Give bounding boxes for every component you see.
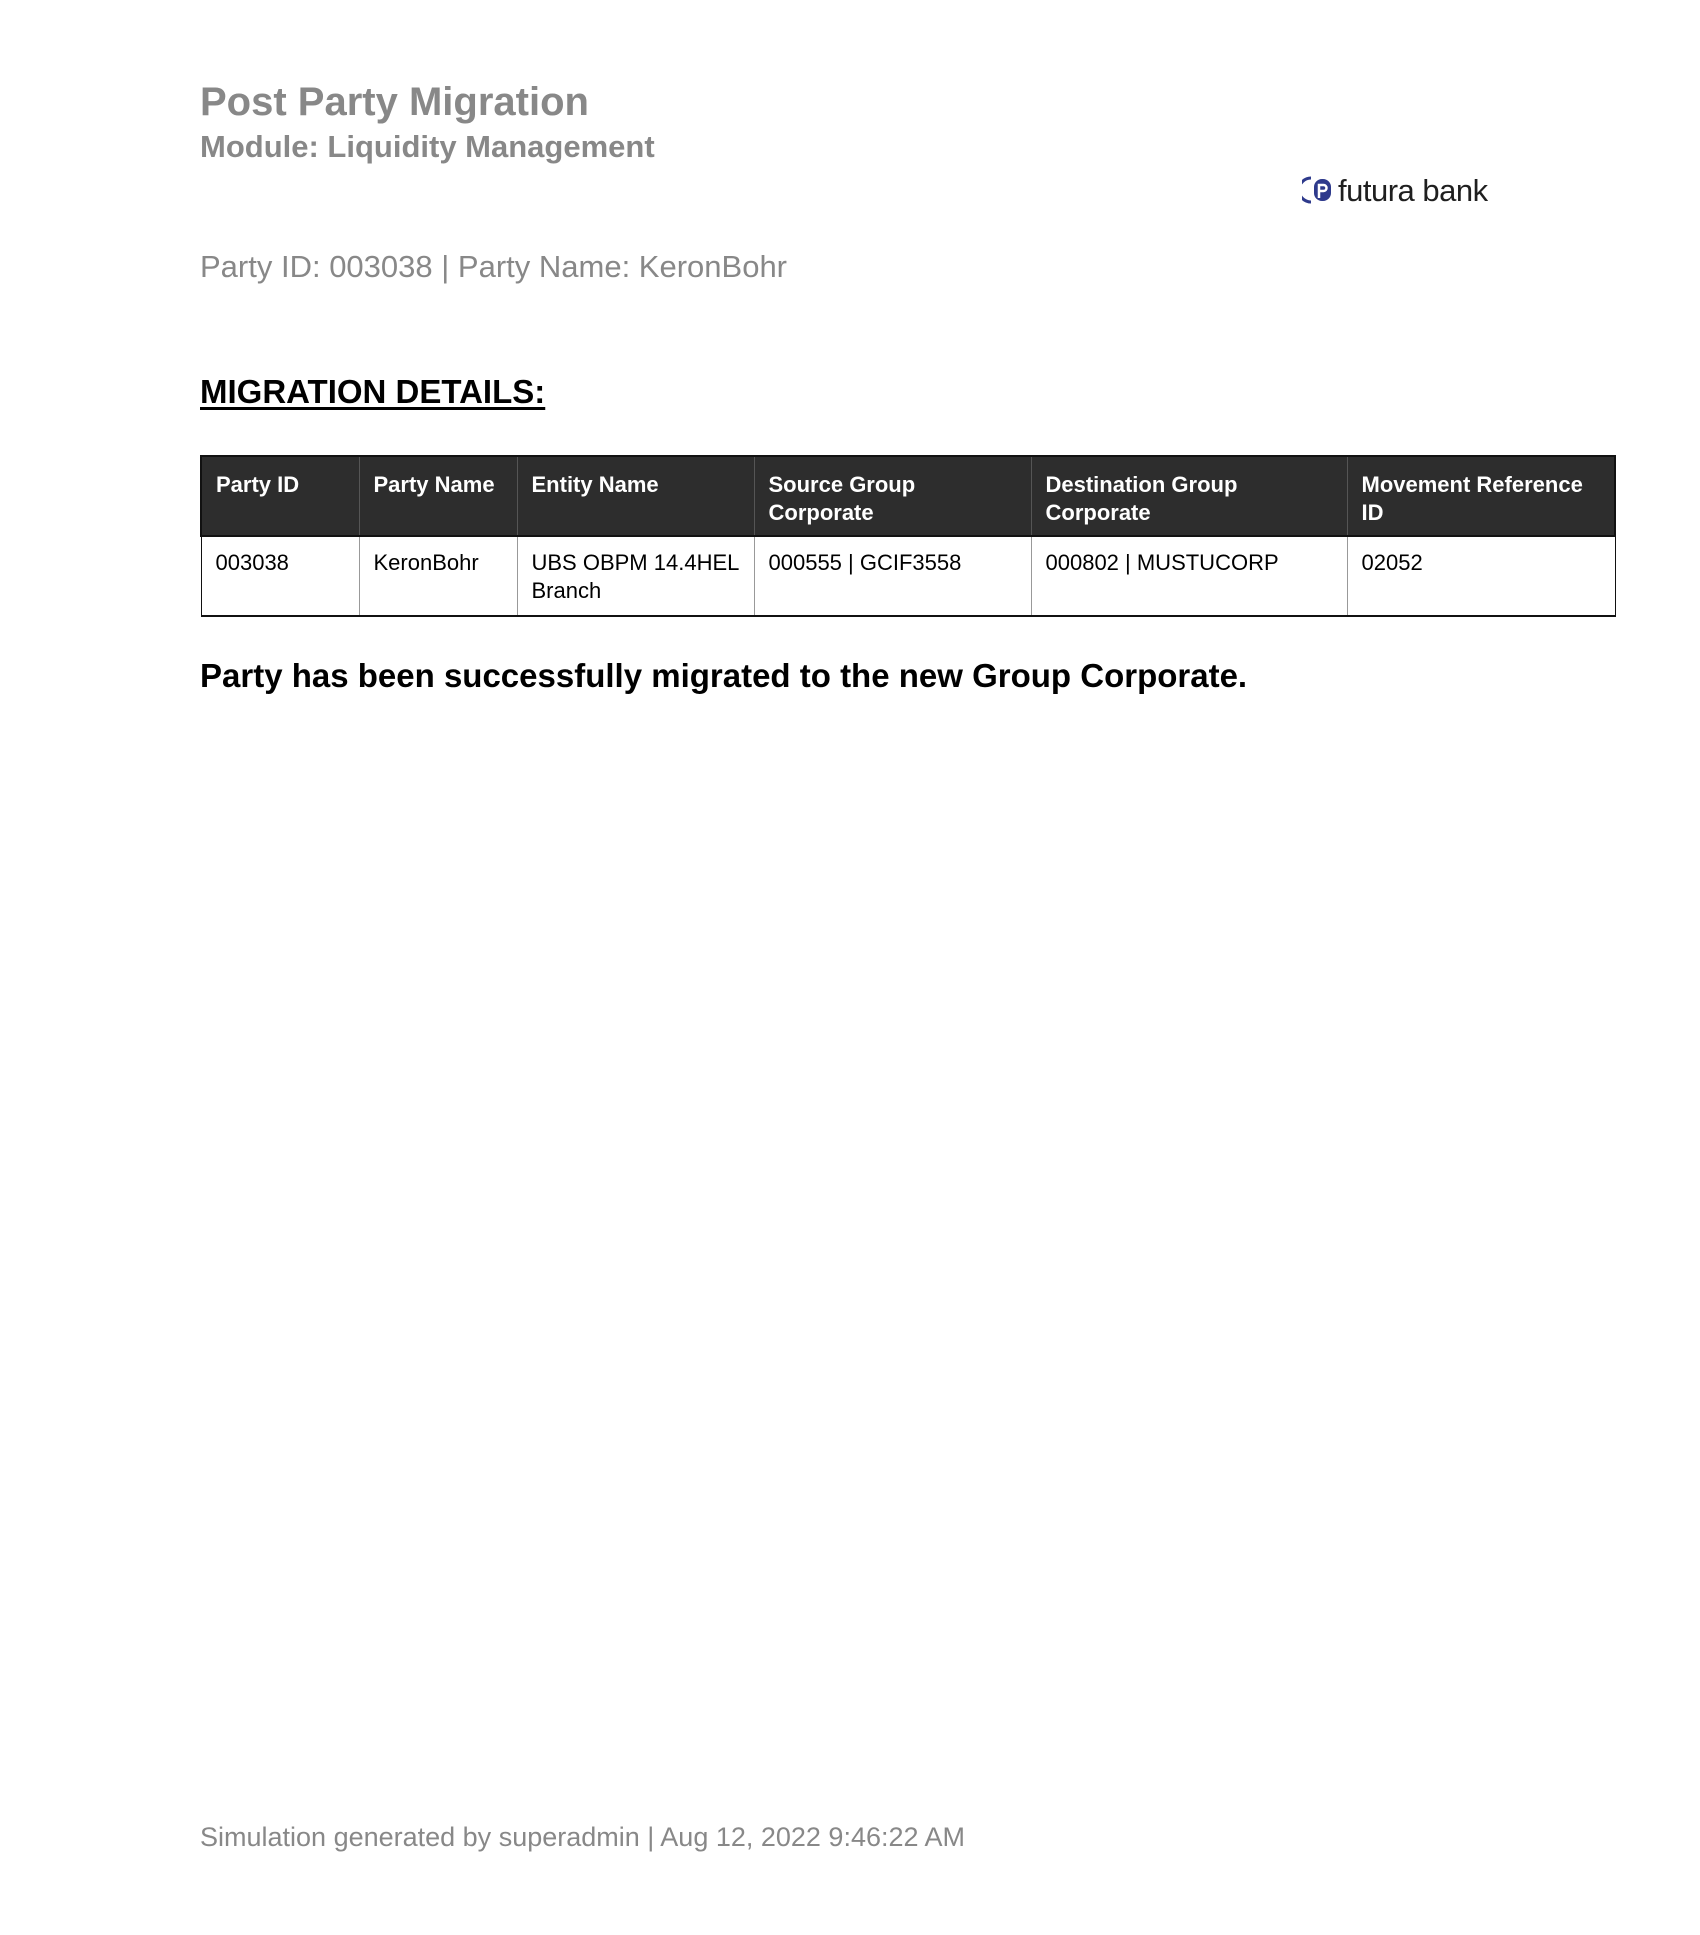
page-title: Post Party Migration — [200, 80, 589, 124]
footer-generated-by: Simulation generated by superadmin | Aug 12, 2022 9:46:22 AM — [200, 1822, 966, 1852]
column-header-destination-group-corporate: Destination Group Corporate — [1031, 456, 1347, 536]
migration-details-heading: MIGRATION DETAILS: — [200, 373, 546, 410]
column-header-source-group-corporate: Source Group Corporate — [754, 456, 1031, 536]
column-header-party-name: Party Name — [359, 456, 517, 536]
logo-text: futura bank — [1338, 172, 1488, 208]
futura-bank-logo-icon — [1302, 174, 1334, 206]
table-header-row — [201, 456, 1615, 536]
cell-entity-name: UBS OBPM 14.4HEL Branch — [517, 536, 754, 616]
party-info: Party ID: 003038 | Party Name: KeronBohr — [200, 249, 788, 284]
success-message: Party has been successfully migrated to the new Group Corporate. — [200, 657, 1248, 694]
column-header-movement-reference-id: Movement Reference ID — [1347, 456, 1615, 536]
cell-movement-reference-id: 02052 — [1347, 536, 1615, 616]
bank-logo — [1302, 170, 1488, 210]
column-header-entity-name: Entity Name — [517, 456, 754, 536]
cell-party-id: 003038 — [201, 536, 359, 616]
table-row — [201, 536, 1615, 616]
column-header-party-id: Party ID — [201, 456, 359, 536]
migration-details-table — [200, 455, 1616, 617]
cell-party-name: KeronBohr — [359, 536, 517, 616]
cell-destination-group-corporate: 000802 | MUSTUCORP — [1031, 536, 1347, 616]
module-subtitle: Module: Liquidity Management — [200, 129, 655, 164]
cell-source-group-corporate: 000555 | GCIF3558 — [754, 536, 1031, 616]
